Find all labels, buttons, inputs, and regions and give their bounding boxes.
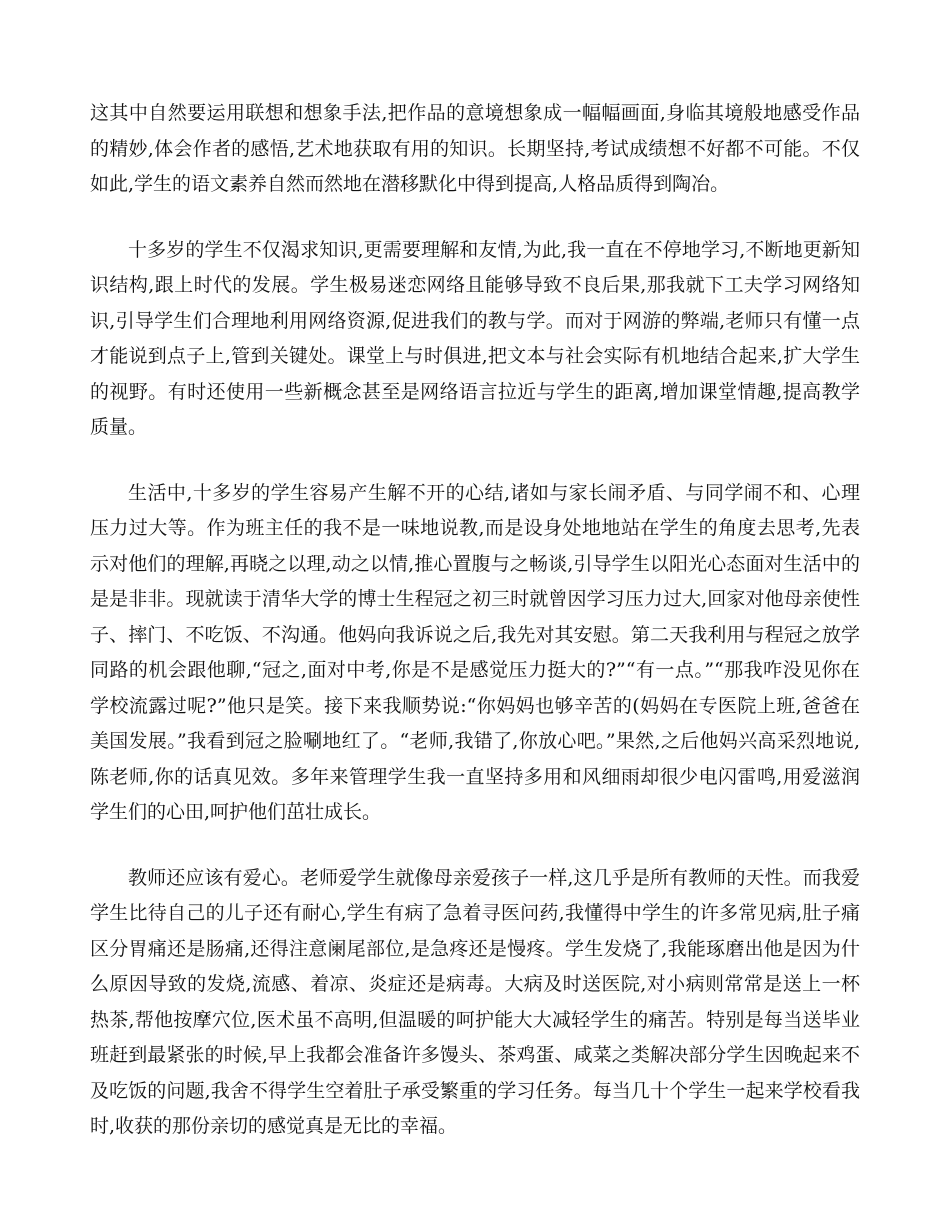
paragraph-3: 生活中,十多岁的学生容易产生解不开的心结,诸如与家长闹矛盾、与同学闹不和、心理压力过大等。作为班主任的我不是一味地说教,而是设身处地地站在学生的角度去思考,先表示对他们的理解,再晓之以理,动之以情,推心置腹与之畅谈,引导学生以阳光心态面对生活中的是是非非。现就读于清华大学的博士生程冠之初三时就曾因学习压力过大,回家对他母亲使性子、摔门、不吃饭、不沟通。他妈向我诉说之后,我先对其安慰。第二天我利用与程冠之放学同路的机会跟他聊,“冠之,面对中考,你是不是感觉压力挺大的?”“有一点。”“那我咋没见你在学校流露过呢?”他只是笑。接下来我顺势说:“你妈妈也够辛苦的(妈妈在专医院上班,爸爸在美国发展。”我看到冠之脸唰地红了。“老师,我错了,你放心吧。”果然,之后他妈兴高采烈地说,陈老师,你的话真见效。多年来管理学生我一直坚持多用和风细雨却很少电闪雷鸣,用爱滋润学生们的心田,呵护他们茁壮成长。 (90, 481, 860, 823)
paragraph-1: 这其中自然要运用联想和想象手法,把作品的意境想象成一幅幅画面,身临其境般地感受作品的精妙,体会作者的感悟,艺术地获取有用的知识。长期坚持,考试成绩想不好都不可能。不仅如此,学生的语文素养自然而然地在潜移默化中得到提高,人格品质得到陶冶。 (90, 102, 860, 195)
paragraph-4: 教师还应该有爱心。老师爱学生就像母亲爱孩子一样,这几乎是所有教师的天性。而我爱学生比待自己的儿子还有耐心,学生有病了急着寻医问药,我懂得中学生的许多常见病,肚子痛区分胃痛还是肠痛,还得注意阑尾部位,是急疼还是慢疼。学生发烧了,我能琢磨出他是因为什么原因导致的发烧,流感、着凉、炎症还是病毒。大病及时送医院,对小病则常常是送上一杯热茶,帮他按摩穴位,医术虽不高明,但温暖的呵护能大大减轻学生的痛苦。特别是每当送毕业班赶到最紧张的时候,早上我都会准备许多馒头、茶鸡蛋、咸菜之类解决部分学生因晚起来不及吃饭的问题,我舍不得学生空着肚子承受繁重的学习任务。每当几十个学生一起来学校看我时,收获的那份亲切的感觉真是无比的幸福。 (90, 866, 860, 1137)
paragraph-2: 十多岁的学生不仅渴求知识,更需要理解和友情,为此,我一直在不停地学习,不断地更新知识结构,跟上时代的发展。学生极易迷恋网络且能够导致不良后果,那我就下工夫学习网络知识,引导学生们合理地利用网络资源,促进我们的教与学。而对于网游的弊端,老师只有懂一点才能说到点子上,管到关键处。课堂上与时俱进,把文本与社会实际有机地结合起来,扩大学生的视野。有时还使用一些新概念甚至是网络语言拉近与学生的距离,增加课堂情趣,提高教学质量。 (90, 238, 860, 438)
document-body (90, 96, 860, 1175)
